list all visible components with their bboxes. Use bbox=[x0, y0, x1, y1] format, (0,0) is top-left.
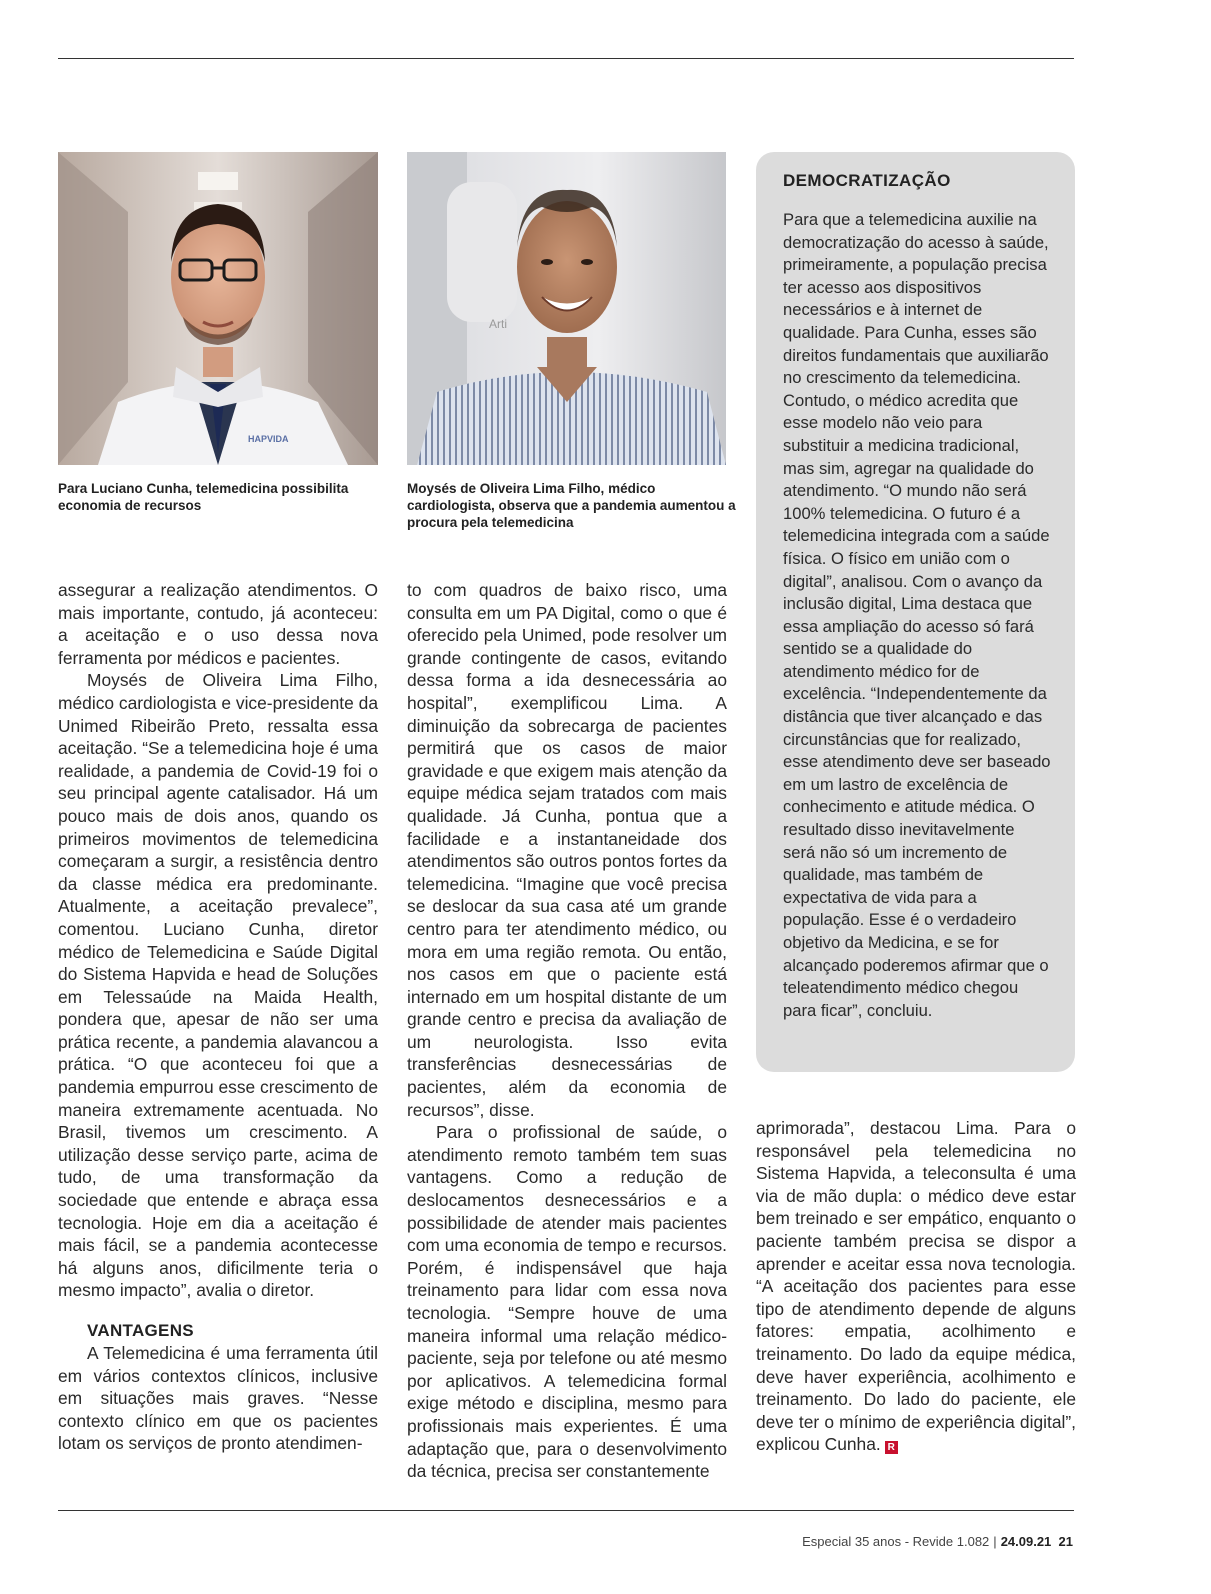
doctor-portrait-image bbox=[58, 152, 378, 465]
bottom-rule bbox=[58, 1510, 1074, 1511]
footer-separator: | bbox=[993, 1534, 997, 1549]
section-heading-vantagens: VANTAGENS bbox=[87, 1321, 194, 1340]
coat-logo-text: HAPVIDA bbox=[248, 434, 289, 444]
footer-publication: Especial 35 anos - Revide 1.082 bbox=[802, 1534, 990, 1549]
top-rule bbox=[58, 58, 1074, 59]
paragraph: Moysés de Oliveira Lima Filho, médico cardiologista e vice-presidente da Unimed Ribeirão Preto, ressalta essa aceitação. “Se a telemedicina hoje é uma realidade, a pandemia de Covid-19 foi o seu principal agente catalisador. Há um pouco mais de dois anos, quando os primeiros movimentos de telemedicina começaram a surgir, a resistência dentro da classe médica era predominante. Atualmente, a aceitação prevalece”, comentou. Luciano Cunha, diretor médico de Telemedicina e Saúde Digital do Sistema Hapvida e head de Soluções em Telessaúde na Maida Health, pondera que, apesar de não ser uma prática recente, a pandemia alavancou a prática. “O que aconteceu foi que a pandemia empurrou esse crescimento de maneira extremamente acentuada. No Brasil, tivemos um crescimento. A utilização desse serviço parte, acima de tudo, de uma transformação da sociedade que entende e abraça essa tecnologia. Hoje em dia a aceitação é mais fácil, se a pandemia acontecesse há alguns anos, dificilmente teria o mesmo impacto”, avalia o diretor. bbox=[58, 670, 378, 1301]
background-equipment-text: Arti bbox=[489, 317, 507, 331]
paragraph: A Telemedicina é uma ferramenta útil em vários contextos clínicos, inclusive em situações mais graves. “Nesse contexto clínico em que os pacientes lotam os serviços de pronto atendimen- bbox=[58, 1343, 378, 1454]
sidebar-title: DEMOCRATIZAÇÃO bbox=[783, 171, 951, 190]
article-column-1 bbox=[58, 579, 378, 1455]
end-of-article-mark: R bbox=[885, 1441, 898, 1454]
photo-caption-left: Para Luciano Cunha, telemedicina possibilita economia de recursos bbox=[58, 481, 349, 513]
article-column-3 bbox=[756, 1117, 1076, 1456]
sidebar-box-democratizacao bbox=[756, 152, 1075, 1072]
closing-paragraph-text: aprimorada”, destacou Lima. Para o responsável pela telemedicina no Sistema Hapvida, a teleconsulta é uma via de mão dupla: o médico deve estar bem treinado e ser empático, enquanto o paciente também precisa se dispor a aprender e aceitar essa nova tecnologia. “A aceitação dos pacientes para esse tipo de atendimento depende de alguns fatores: empatia, acolhimento e treinamento. Do lado da equipe médica, deve haver experiência, acolhimento e treinamento. Do lado do paciente, ele deve ter o mínimo de experiência digital”, explicou Cunha. bbox=[756, 1118, 1076, 1455]
paragraph: assegurar a realização atendimentos. O mais importante, contudo, já aconteceu: a aceitação e o uso dessa nova ferramenta por médicos e pacientes. bbox=[58, 580, 378, 668]
paragraph: to com quadros de baixo risco, uma consulta em um PA Digital, como o que é oferecido pela Unimed, pode resolver um grande contingente de casos, evitando dessa forma a ida desnecessária ao hospital”, exemplificou Lima. A diminuição da sobrecarga de pacientes permitirá que os casos de maior gravidade e que exigem mais atenção da equipe médica sejam tratados com mais qualidade. Já Cunha, pontua que a facilidade e a instantaneidade dos atendimentos são outros pontos fortes da telemedicina. “Imagine que você precisa se deslocar da sua casa até um grande centro para ter atendimento médico, ou mora em uma região remota. Ou então, nos casos em que o paciente está internado em um hospital distante de um grande centro e precisa da avaliação de um neurologista. Isso evita transferências desnecessárias de pacientes, além da economia de recursos”, disse. bbox=[407, 580, 727, 1120]
photo-caption-right: Moysés de Oliveira Lima Filho, médico cardiologista, observa que a pandemia aumentou a procura pela telemedicina bbox=[407, 481, 736, 530]
cardiologist-portrait-image bbox=[407, 152, 726, 465]
paragraph bbox=[756, 1117, 1076, 1456]
page-number: 21 bbox=[1058, 1534, 1073, 1549]
sidebar-body: Para que a telemedicina auxilie na democratização do acesso à saúde, primeiramente, a população precisa ter acesso aos dispositivos necessários e à internet de qualidade. Para Cunha, esses são direitos fundamentais que auxiliarão no crescimento da telemedicina. Contudo, o médico acredita que esse modelo não veio para substituir a medicina tradicional, mas sim, agregar na qualidade do atendimento. “O mundo não será 100% telemedicina. O futuro é a telemedicina integrada com a saúde física. O físico em união com o digital”, analisou. Com o avanço da inclusão digital, Lima destaca que essa ampliação do acesso só fará sentido se a qualidade do atendimento médico for de excelência. “Independentemente da distância que tiver alcançado e das circunstâncias que for realizado, esse atendimento deve ser baseado em um lastro de excelência de conhecimento e atitude médica. O resultado disso inevitavelmente será não só um incremento de qualidade, mas também de expectativa de vida para a população. Esse é o verdadeiro objetivo da Medicina, e se for alcançado poderemos afirmar que o teleatendimento médico chegou para ficar”, concluiu. bbox=[783, 210, 1051, 1020]
footer-date: 24.09.21 bbox=[1000, 1534, 1052, 1549]
article-column-2 bbox=[407, 579, 727, 1483]
paragraph: Para o profissional de saúde, o atendimento remoto também tem suas vantagens. Como a redução de deslocamentos desnecessários e a possibilidade de atender mais pacientes com uma economia de tempo e recursos. Porém, é indispensável que haja treinamento para lidar com essa nova tecnologia. “Sempre houve de uma maneira informal uma relação médico-paciente, seja por telefone ou até mesmo por aplicativos. A telemedicina formal exige método e disciplina, mesmo para profissionais mais experientes. É uma adaptação que, para o desenvolvimento da técnica, precisa ser constantemente bbox=[407, 1122, 727, 1482]
page-footer bbox=[802, 1534, 1073, 1550]
photo-luciano-cunha bbox=[58, 152, 378, 465]
photo-moyses-lima-filho bbox=[407, 152, 726, 465]
